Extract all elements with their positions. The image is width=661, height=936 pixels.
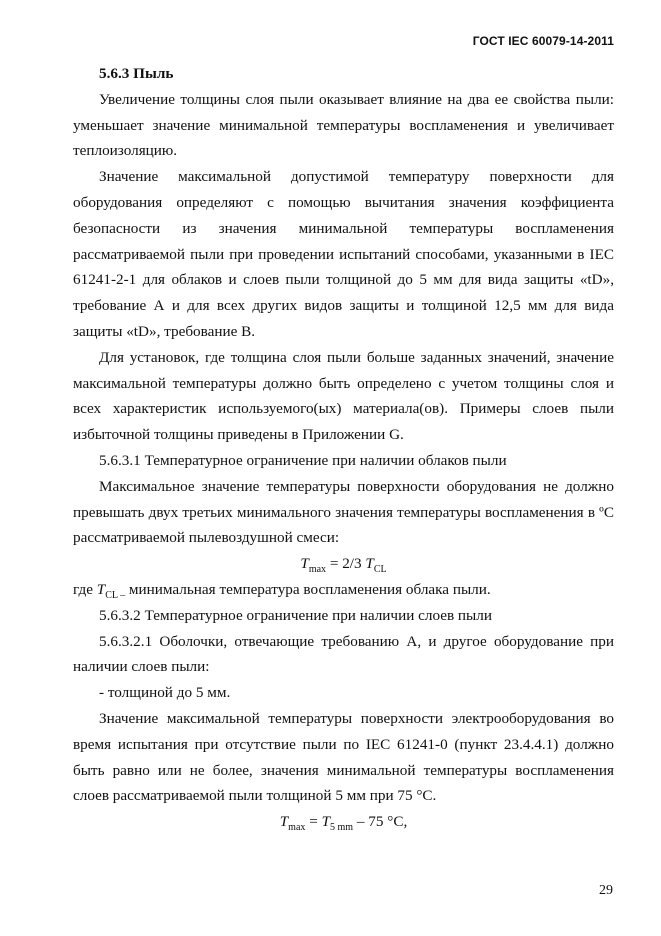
formula-subscript: CL xyxy=(373,564,387,576)
explanation-prefix: где xyxy=(73,580,97,598)
formula-tmax-layer xyxy=(73,809,614,835)
page-number: 29 xyxy=(599,883,613,898)
formula-explanation xyxy=(73,577,614,603)
paragraph-dust-layer-effect: Увеличение толщины слоя пыли оказывает влияние на два ее свойства пыли: уменьшает значение минимальной температуры воспламенения и увеличивает теплоизоляцию. xyxy=(73,90,614,160)
paragraph-max-temperature-method: Значение максимальной допустимой температуру поверхности для оборудования определяют с помощью вычитания значения коэффициента безопасности из значения минимальной температуры воспламенения рассматриваемой пыли при проведении испытаний способами, указанными в IEC 61241-2-1 для облаков и слоев пыли толщиной до 5 мм для вида защиты «tD», требование А и для всех других видов защиты и толщиной 12,5 мм для вида защиты «tD», требование В. xyxy=(73,168,614,340)
document-body xyxy=(73,61,614,835)
formula-symbol: T xyxy=(365,555,374,573)
section-heading: 5.6.3 Пыль xyxy=(99,65,174,82)
paragraph-excess-thickness: Для установок, где толщина слоя пыли больше заданных значений, значение максимальной температуры должно быть определено с учетом толщины слоя и всех характеристик используемого(ых) материала(ов). Примеры слоев пыли избыточной толщины приведены в Приложении G. xyxy=(73,348,614,444)
formula-operator: = 2/3 xyxy=(326,555,366,573)
formula-subscript: CL – xyxy=(105,589,126,601)
subsection-heading-dust-layers: 5.6.3.2 Температурное ограничение при наличии слоев пыли xyxy=(99,606,492,624)
paragraph-enclosures-requirement-a: 5.6.3.2.1 Оболочки, отвечающие требованию А, и другое оборудование при наличии слоев пыли: xyxy=(73,632,614,676)
formula-tail: – 75 °С, xyxy=(353,813,408,831)
paragraph-layer-temperature-test: Значение максимальной температуры поверхности электрооборудования во время испытания при отсутствие пыли по IEC 61241-0 (пункт 23.4.4.1) должно быть равно или не более, значения минимальной температуры воспламенения слоев рассматриваемой пыли толщиной 5 мм при 75 °С. xyxy=(73,709,614,805)
formula-subscript: max xyxy=(288,822,306,834)
formula-subscript: 5 mm xyxy=(330,822,354,834)
list-item-thickness: - толщиной до 5 мм. xyxy=(99,684,231,702)
formula-subscript: max xyxy=(308,564,327,576)
explanation-text: минимальная температура воспламенения облака пыли. xyxy=(125,580,491,598)
formula-symbol: T xyxy=(300,555,309,573)
formula-tmax-cloud xyxy=(73,551,614,577)
standard-header: ГОСТ IEC 60079-14-2011 xyxy=(472,34,614,48)
subsection-heading-dust-clouds: 5.6.3.1 Температурное ограничение при наличии облаков пыли xyxy=(99,451,507,469)
paragraph-cloud-limit: Максимальное значение температуры поверхности оборудования не должно превышать двух третьих минимального значения температуры воспламенения в ºС рассматриваемой пылевоздушной смеси: xyxy=(73,477,614,547)
formula-symbol: T xyxy=(279,813,289,831)
formula-symbol: T xyxy=(321,813,331,831)
formula-symbol: T xyxy=(96,580,106,598)
formula-operator: = xyxy=(305,813,322,831)
